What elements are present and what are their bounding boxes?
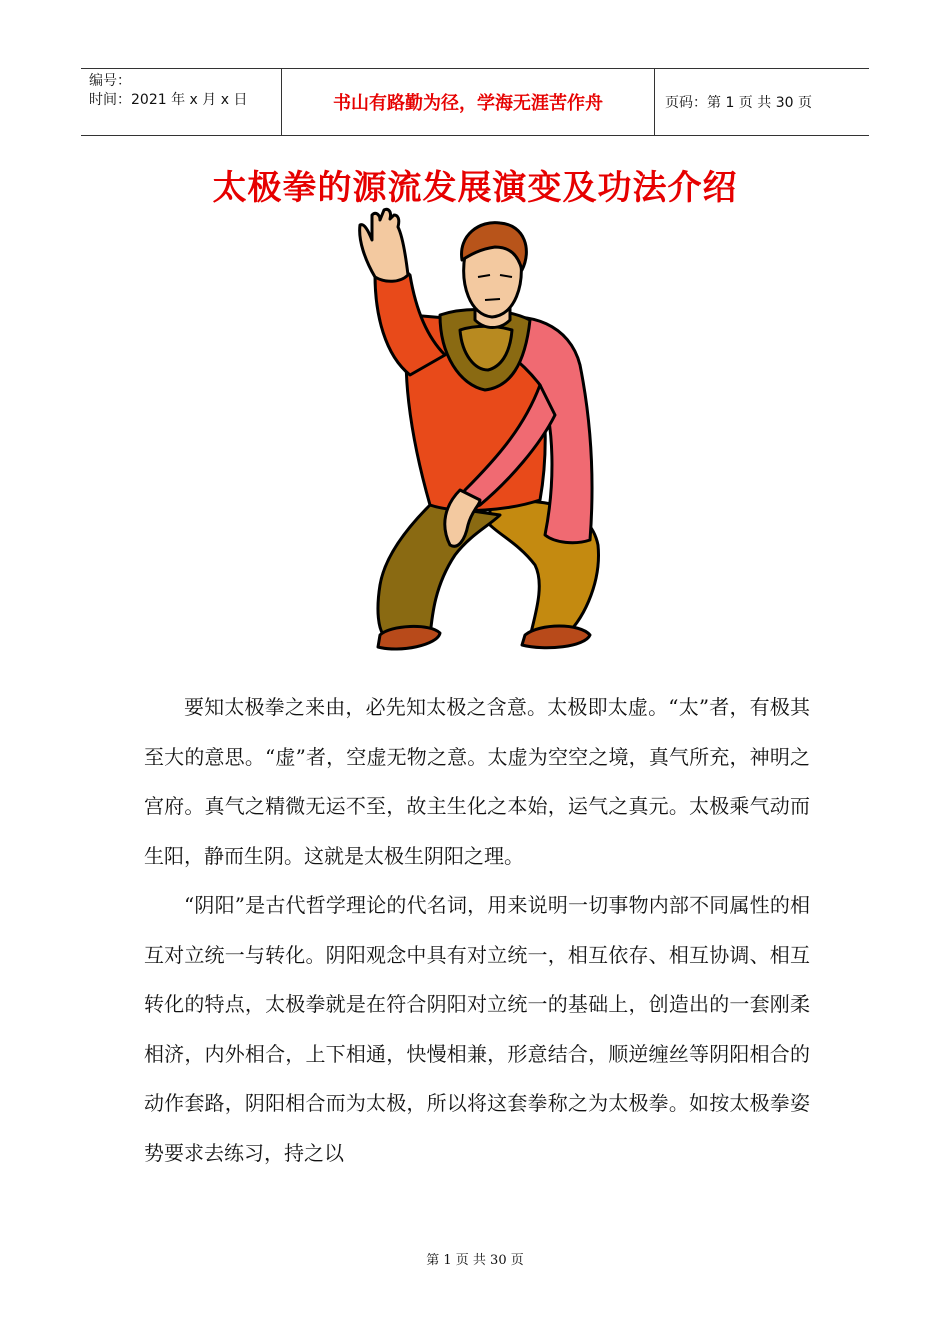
header-left-cell <box>81 69 281 135</box>
number-label: 编号： <box>89 73 131 89</box>
header-table <box>81 68 869 136</box>
taichi-figure-illustration <box>340 205 610 665</box>
page-footer: 第 1 页 共 30 页 <box>426 1253 524 1268</box>
page-info: 页码：第 1 页 共 30 页 <box>665 95 812 111</box>
body-text <box>144 683 810 1178</box>
document-title: 太极拳的源流发展演变及功法介绍 <box>212 168 738 208</box>
paragraph-2: “阴阳”是古代哲学理论的代名词，用来说明一切事物内部不同属性的相互对立统一与转化。阴阳观念中具有对立统一，相互依存、相互协调、相互转化的特点，太极拳就是在符合阴阳对立统一的基础上，创造出的一套刚柔相济，内外相合，上下相通，快慢相兼，形意结合，顺逆缠丝等阴阳相合的动作套路，阴阳相合而为太极，所以将这套拳称之为太极拳。如按太极拳姿势要求去练习，持之以 <box>144 893 810 1165</box>
time-label: 时间：2021 年 x 月 x 日 <box>89 92 248 108</box>
paragraph-1: 要知太极拳之来由，必先知太极之含意。太极即太虚。“太”者，有极其至大的意思。“虚”者，空虚无物之意。太虚为空空之境，真气所充，神明之宫府。真气之精微无运不至，故主生化之本始，运气之真元。太极乘气动而生阳，静而生阴。这就是太极生阴阳之理。 <box>144 695 810 868</box>
motto: 书山有路勤为径，学海无涯苦作舟 <box>281 69 655 135</box>
